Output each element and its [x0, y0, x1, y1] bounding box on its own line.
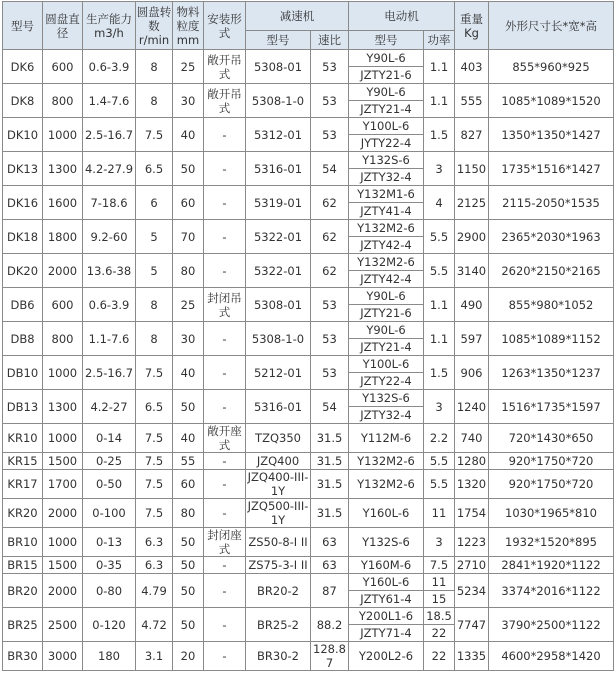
table-row	[3, 186, 614, 203]
model-cell: DK13	[3, 152, 43, 186]
motor-model-cell: Y200L2-6	[349, 642, 424, 671]
motor-power-cell: 1.5	[424, 356, 455, 390]
reducer-ratio-cell: 31.5	[311, 499, 349, 528]
dimensions-cell: 2620*2150*2165	[489, 254, 614, 288]
motor-model-cell: Y132S-6	[349, 390, 424, 407]
model-cell: DK8	[3, 84, 43, 118]
motor-model-cell: JZTY42-4	[349, 271, 424, 288]
motor-model-cell: Y132M2-6	[349, 470, 424, 499]
motor-model-cell: JYTY22-4	[349, 135, 424, 152]
install-cell: -	[204, 390, 246, 424]
capacity-cell: 0-14	[83, 424, 136, 453]
dimensions-cell: 4600*2958*1420	[489, 642, 614, 671]
motor-power-cell: 3	[424, 528, 455, 557]
model-cell: DK6	[3, 50, 43, 84]
capacity-cell: 0.6-3.9	[83, 288, 136, 322]
dimensions-cell: 2115-2050*1535	[489, 186, 614, 220]
model-cell: DK18	[3, 220, 43, 254]
weight-cell: 1335	[455, 642, 489, 671]
dimensions-cell: 2365*2030*1963	[489, 220, 614, 254]
particle-cell: 25	[173, 50, 204, 84]
header-particle: 物料粒度mm	[173, 2, 204, 50]
disc-diameter-cell: 1000	[43, 528, 83, 557]
speed-cell: 3.1	[136, 642, 173, 671]
reducer-model-cell: 5322-01	[246, 254, 311, 288]
motor-power-cell: 1.1	[424, 288, 455, 322]
reducer-ratio-cell: 63	[311, 528, 349, 557]
header-motor-power: 功率	[424, 31, 455, 50]
reducer-model-cell: ZS75-3-I II	[246, 557, 311, 574]
reducer-model-cell: BR20-2	[246, 574, 311, 608]
motor-model-cell: JZTY42-4	[349, 237, 424, 254]
speed-cell: 8	[136, 288, 173, 322]
specs-table-body	[3, 50, 614, 671]
capacity-cell: 9.2-60	[83, 220, 136, 254]
reducer-model-cell: JZQ400-III-1Y	[246, 470, 311, 499]
header-model: 型号	[3, 2, 43, 50]
motor-model-cell: JZTY71-4	[349, 625, 424, 642]
motor-power-cell: 5.5	[424, 254, 455, 288]
install-cell: -	[204, 152, 246, 186]
reducer-ratio-cell: 128.87	[311, 642, 349, 671]
weight-cell: 1754	[455, 499, 489, 528]
weight-cell: 1320	[455, 470, 489, 499]
disc-diameter-cell: 600	[43, 288, 83, 322]
speed-cell: 7.5	[136, 453, 173, 470]
table-row	[3, 453, 614, 470]
table-row	[3, 642, 614, 671]
disc-diameter-cell: 1800	[43, 220, 83, 254]
particle-cell: 40	[173, 424, 204, 453]
motor-model-cell: JZTY22-4	[349, 373, 424, 390]
dimensions-cell: 1030*1965*810	[489, 499, 614, 528]
header-install: 安装形式	[204, 2, 246, 50]
install-cell: 敞开吊式	[204, 84, 246, 118]
motor-model-cell: Y132M2-6	[349, 220, 424, 237]
particle-cell: 50	[173, 390, 204, 424]
model-cell: DB6	[3, 288, 43, 322]
reducer-model-cell: TZQ350	[246, 424, 311, 453]
motor-model-cell: JZTY32-4	[349, 169, 424, 186]
install-cell: -	[204, 254, 246, 288]
reducer-model-cell: 5316-01	[246, 152, 311, 186]
capacity-cell: 0-100	[83, 499, 136, 528]
table-row	[3, 322, 614, 339]
reducer-ratio-cell: 53	[311, 322, 349, 356]
motor-model-cell: JZTY21-4	[349, 101, 424, 118]
install-cell: -	[204, 118, 246, 152]
dimensions-cell: 1932*1520*895	[489, 528, 614, 557]
reducer-model-cell: ZS50-8-I II	[246, 528, 311, 557]
particle-cell: 50	[173, 528, 204, 557]
dimensions-cell: 920*1750*720	[489, 470, 614, 499]
reducer-ratio-cell: 62	[311, 254, 349, 288]
capacity-cell: 4.2-27	[83, 390, 136, 424]
model-cell: BR25	[3, 608, 43, 642]
disc-diameter-cell: 1600	[43, 186, 83, 220]
disc-diameter-cell: 2000	[43, 499, 83, 528]
model-cell: KR15	[3, 453, 43, 470]
model-cell: DB8	[3, 322, 43, 356]
capacity-cell: 13.6-38	[83, 254, 136, 288]
motor-model-cell: JZTY21-6	[349, 305, 424, 322]
model-cell: DK16	[3, 186, 43, 220]
install-cell: 封闭吊式	[204, 288, 246, 322]
capacity-cell: 1.4-7.6	[83, 84, 136, 118]
dimensions-cell: 3790*2500*1122	[489, 608, 614, 642]
model-cell: DK20	[3, 254, 43, 288]
weight-cell: 490	[455, 288, 489, 322]
capacity-cell: 7-18.6	[83, 186, 136, 220]
reducer-ratio-cell: 62	[311, 220, 349, 254]
model-cell: KR17	[3, 470, 43, 499]
disc-diameter-cell: 1500	[43, 453, 83, 470]
speed-cell: 7.5	[136, 424, 173, 453]
motor-model-cell: Y200L1-6	[349, 608, 424, 625]
install-cell: 敞开座式	[204, 424, 246, 453]
weight-cell: 906	[455, 356, 489, 390]
model-cell: DB13	[3, 390, 43, 424]
particle-cell: 40	[173, 118, 204, 152]
motor-model-cell: Y132M2-6	[349, 453, 424, 470]
motor-model-cell: JZTY32-4	[349, 407, 424, 424]
header-reducer: 减速机	[246, 2, 349, 31]
disc-diameter-cell: 800	[43, 322, 83, 356]
reducer-model-cell: 5319-01	[246, 186, 311, 220]
motor-power-cell: 4	[424, 186, 455, 220]
reducer-ratio-cell: 88.2	[311, 608, 349, 642]
table-row	[3, 356, 614, 373]
motor-power-cell: 7.5	[424, 557, 455, 574]
header-reducer-ratio: 速比	[311, 31, 349, 50]
particle-cell: 50	[173, 608, 204, 642]
speed-cell: 5	[136, 220, 173, 254]
motor-model-cell: Y90L-6	[349, 50, 424, 67]
reducer-ratio-cell: 62	[311, 186, 349, 220]
particle-cell: 30	[173, 322, 204, 356]
motor-power-cell: 3	[424, 390, 455, 424]
motor-model-cell: Y160M-6	[349, 557, 424, 574]
table-row	[3, 424, 614, 453]
weight-cell: 403	[455, 50, 489, 84]
model-cell: BR15	[3, 557, 43, 574]
disc-diameter-cell: 1300	[43, 152, 83, 186]
table-row	[3, 288, 614, 305]
weight-cell: 3140	[455, 254, 489, 288]
motor-model-cell: Y90L-6	[349, 84, 424, 101]
speed-cell: 7.5	[136, 470, 173, 499]
speed-cell: 4.72	[136, 608, 173, 642]
particle-cell: 50	[173, 557, 204, 574]
motor-model-cell: Y100L-6	[349, 356, 424, 373]
speed-cell: 6	[136, 186, 173, 220]
reducer-ratio-cell: 53	[311, 356, 349, 390]
motor-model-cell: Y112M-6	[349, 424, 424, 453]
header-dimensions: 外形尺寸长*宽*高	[489, 2, 614, 50]
particle-cell: 60	[173, 470, 204, 499]
disc-diameter-cell: 3000	[43, 642, 83, 671]
weight-cell: 1150	[455, 152, 489, 186]
reducer-ratio-cell: 31.5	[311, 424, 349, 453]
header-speed: 圆盘转数r/min	[136, 2, 173, 50]
motor-model-cell: Y132S-6	[349, 152, 424, 169]
reducer-ratio-cell: 31.5	[311, 470, 349, 499]
speed-cell: 8	[136, 84, 173, 118]
motor-power-cell: 1.1	[424, 322, 455, 356]
reducer-model-cell: JZQ500-III-1Y	[246, 499, 311, 528]
motor-model-cell: Y90L-6	[349, 322, 424, 339]
speed-cell: 5	[136, 254, 173, 288]
weight-cell: 1223	[455, 528, 489, 557]
speed-cell: 7.5	[136, 356, 173, 390]
reducer-model-cell: 5308-01	[246, 288, 311, 322]
motor-power-cell: 5.5	[424, 453, 455, 470]
weight-cell: 7747	[455, 608, 489, 642]
table-row	[3, 50, 614, 67]
particle-cell: 80	[173, 254, 204, 288]
particle-cell: 50	[173, 574, 204, 608]
weight-cell: 740	[455, 424, 489, 453]
model-cell: BR10	[3, 528, 43, 557]
reducer-ratio-cell: 31.5	[311, 453, 349, 470]
install-cell: -	[204, 574, 246, 608]
install-cell: -	[204, 470, 246, 499]
dimensions-cell: 855*980*1052	[489, 288, 614, 322]
reducer-model-cell: 5308-1-0	[246, 322, 311, 356]
table-row	[3, 390, 614, 407]
header-reducer-model: 型号	[246, 31, 311, 50]
disc-diameter-cell: 1000	[43, 356, 83, 390]
weight-cell: 2900	[455, 220, 489, 254]
table-row	[3, 254, 614, 271]
model-cell: KR20	[3, 499, 43, 528]
capacity-cell: 2.5-16.7	[83, 356, 136, 390]
motor-power-cell: 1.1	[424, 50, 455, 84]
speed-cell: 6.3	[136, 528, 173, 557]
motor-power-cell: 3	[424, 152, 455, 186]
capacity-cell: 1.1-7.6	[83, 322, 136, 356]
capacity-cell: 0-25	[83, 453, 136, 470]
capacity-cell: 180	[83, 642, 136, 671]
motor-power-cell: 15	[424, 591, 455, 608]
particle-cell: 80	[173, 499, 204, 528]
disc-diameter-cell: 2000	[43, 254, 83, 288]
table-row	[3, 557, 614, 574]
reducer-model-cell: 5308-01	[246, 50, 311, 84]
table-row	[3, 574, 614, 591]
model-cell: DB10	[3, 356, 43, 390]
disc-diameter-cell: 600	[43, 50, 83, 84]
speed-cell: 8	[136, 50, 173, 84]
motor-power-cell: 11	[424, 499, 455, 528]
particle-cell: 30	[173, 84, 204, 118]
install-cell: -	[204, 557, 246, 574]
install-cell: -	[204, 453, 246, 470]
disc-diameter-cell: 1000	[43, 424, 83, 453]
dimensions-cell: 2841*1920*1122	[489, 557, 614, 574]
motor-model-cell: Y100L-6	[349, 118, 424, 135]
install-cell: -	[204, 499, 246, 528]
table-row	[3, 152, 614, 169]
motor-model-cell: Y160L-6	[349, 499, 424, 528]
motor-model-cell: Y132M1-6	[349, 186, 424, 203]
dimensions-cell: 1263*1350*1237	[489, 356, 614, 390]
dimensions-cell: 720*1430*650	[489, 424, 614, 453]
table-row	[3, 499, 614, 528]
reducer-ratio-cell: 54	[311, 152, 349, 186]
table-row	[3, 470, 614, 499]
reducer-model-cell: 5322-01	[246, 220, 311, 254]
install-cell: -	[204, 220, 246, 254]
capacity-cell: 4.2-27.9	[83, 152, 136, 186]
weight-cell: 5234	[455, 574, 489, 608]
install-cell: -	[204, 322, 246, 356]
dimensions-cell: 855*960*925	[489, 50, 614, 84]
disc-diameter-cell: 2500	[43, 608, 83, 642]
table-row	[3, 608, 614, 625]
reducer-model-cell: 5312-01	[246, 118, 311, 152]
install-cell: -	[204, 186, 246, 220]
capacity-cell: 0-50	[83, 470, 136, 499]
reducer-ratio-cell: 87	[311, 574, 349, 608]
reducer-ratio-cell: 53	[311, 50, 349, 84]
disc-diameter-cell: 1000	[43, 118, 83, 152]
particle-cell: 55	[173, 453, 204, 470]
motor-model-cell: JZTY61-4	[349, 591, 424, 608]
model-cell: DK10	[3, 118, 43, 152]
motor-power-cell: 22	[424, 625, 455, 642]
speed-cell: 7.5	[136, 499, 173, 528]
motor-model-cell: Y132M2-6	[349, 254, 424, 271]
reducer-model-cell: 5308-1-0	[246, 84, 311, 118]
motor-model-cell: Y160L-6	[349, 574, 424, 591]
table-row	[3, 84, 614, 101]
motor-power-cell: 18.5	[424, 608, 455, 625]
weight-cell: 1280	[455, 453, 489, 470]
capacity-cell: 0-35	[83, 557, 136, 574]
reducer-model-cell: 5316-01	[246, 390, 311, 424]
header-weight: 重量Kg	[455, 2, 489, 50]
disc-diameter-cell: 800	[43, 84, 83, 118]
model-cell: KR10	[3, 424, 43, 453]
install-cell: -	[204, 356, 246, 390]
particle-cell: 50	[173, 152, 204, 186]
header-motor-model: 型号	[349, 31, 424, 50]
particle-cell: 25	[173, 288, 204, 322]
motor-power-cell: 2.2	[424, 424, 455, 453]
disc-diameter-cell: 1700	[43, 470, 83, 499]
reducer-ratio-cell: 53	[311, 84, 349, 118]
reducer-model-cell: 5212-01	[246, 356, 311, 390]
header-disc-diameter: 圆盘直径	[43, 2, 83, 50]
table-row	[3, 528, 614, 557]
motor-power-cell: 5.5	[424, 220, 455, 254]
weight-cell: 1240	[455, 390, 489, 424]
model-cell: BR20	[3, 574, 43, 608]
weight-cell: 597	[455, 322, 489, 356]
particle-cell: 40	[173, 356, 204, 390]
motor-model-cell: Y132S-6	[349, 528, 424, 557]
disc-diameter-cell: 1500	[43, 557, 83, 574]
capacity-cell: 0.6-3.9	[83, 50, 136, 84]
header-motor: 电动机	[349, 2, 455, 31]
speed-cell: 6.3	[136, 557, 173, 574]
particle-cell: 60	[173, 186, 204, 220]
dimensions-cell: 920*1750*720	[489, 453, 614, 470]
dimensions-cell: 1735*1516*1427	[489, 152, 614, 186]
reducer-ratio-cell: 53	[311, 118, 349, 152]
disc-diameter-cell: 2000	[43, 574, 83, 608]
speed-cell: 8	[136, 322, 173, 356]
motor-power-cell: 5.5	[424, 470, 455, 499]
reducer-ratio-cell: 63	[311, 557, 349, 574]
motor-power-cell: 1.1	[424, 84, 455, 118]
speed-cell: 6.5	[136, 390, 173, 424]
dimensions-cell: 1085*1089*1520	[489, 84, 614, 118]
weight-cell: 827	[455, 118, 489, 152]
speed-cell: 7.5	[136, 118, 173, 152]
weight-cell: 555	[455, 84, 489, 118]
install-cell: -	[204, 608, 246, 642]
capacity-cell: 0-120	[83, 608, 136, 642]
table-row	[3, 118, 614, 135]
install-cell: 封闭座式	[204, 528, 246, 557]
reducer-model-cell: BR25-2	[246, 608, 311, 642]
specs-table	[2, 1, 614, 671]
table-row	[3, 220, 614, 237]
motor-power-cell: 1.5	[424, 118, 455, 152]
disc-diameter-cell: 1300	[43, 390, 83, 424]
capacity-cell: 0-13	[83, 528, 136, 557]
weight-cell: 2710	[455, 557, 489, 574]
speed-cell: 6.5	[136, 152, 173, 186]
reducer-model-cell: JZQ400	[246, 453, 311, 470]
motor-model-cell: JZTY21-4	[349, 339, 424, 356]
install-cell: -	[204, 642, 246, 671]
speed-cell: 4.79	[136, 574, 173, 608]
motor-model-cell: JZTY21-6	[349, 67, 424, 84]
motor-power-cell: 22	[424, 642, 455, 671]
motor-power-cell: 11	[424, 574, 455, 591]
model-cell: BR30	[3, 642, 43, 671]
install-cell: 敞开吊式	[204, 50, 246, 84]
dimensions-cell: 1516*1735*1597	[489, 390, 614, 424]
particle-cell: 20	[173, 642, 204, 671]
capacity-cell: 2.5-16.7	[83, 118, 136, 152]
reducer-ratio-cell: 54	[311, 390, 349, 424]
motor-model-cell: Y90L-6	[349, 288, 424, 305]
capacity-cell: 0-80	[83, 574, 136, 608]
dimensions-cell: 3374*2016*1122	[489, 574, 614, 608]
dimensions-cell: 1350*1350*1427	[489, 118, 614, 152]
motor-model-cell: JZTY41-4	[349, 203, 424, 220]
header-capacity: 生产能力m3/h	[83, 2, 136, 50]
reducer-ratio-cell: 53	[311, 288, 349, 322]
dimensions-cell: 1085*1089*1152	[489, 322, 614, 356]
reducer-model-cell: BR30-2	[246, 642, 311, 671]
particle-cell: 70	[173, 220, 204, 254]
weight-cell: 2125	[455, 186, 489, 220]
